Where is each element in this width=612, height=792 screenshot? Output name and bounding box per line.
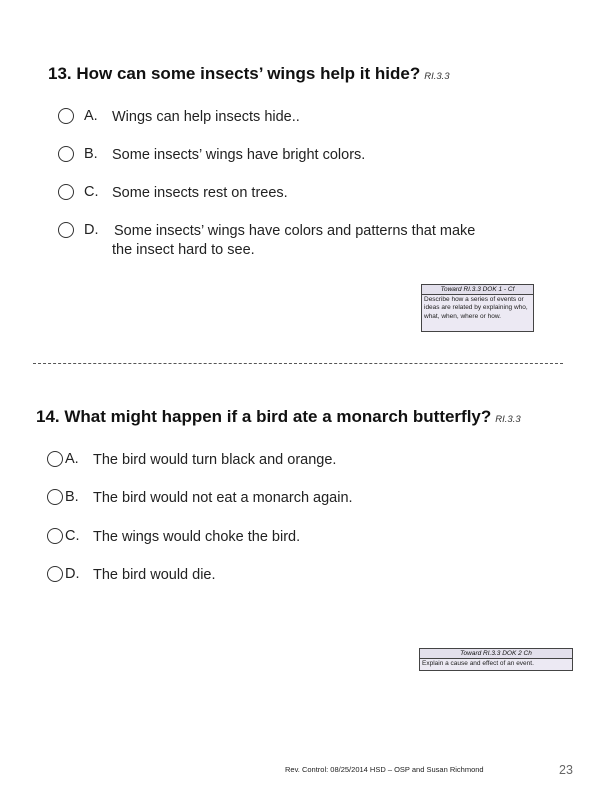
question-14-standard: RI.3.3 [495,414,521,425]
q13-choice-b[interactable] [58,146,365,165]
choice-text [112,222,475,260]
choice-letter: B. [84,146,98,162]
revision-footer: Rev. Control: 08/25/2014 HSD – OSP and Susan Richmond [285,765,484,774]
standard-box-header: Toward RI.3.3 DOK 1 - Cf [422,285,533,295]
question-14-text: 14. What might happen if a bird ate a monarch butterfly? [36,407,492,426]
question-13-text: 13. How can some insects’ wings help it hide? [48,64,421,83]
choice-letter: C. [65,528,80,544]
choice-letter: A. [84,108,98,124]
radio-button[interactable] [58,108,74,124]
page-number: 23 [559,763,573,777]
choice-text: Some insects rest on trees. [112,185,288,201]
q14-choice-b[interactable] [47,489,353,508]
radio-button[interactable] [47,451,63,467]
radio-button[interactable] [58,222,74,238]
choice-letter: C. [84,184,99,200]
choice-letter: D. [65,566,80,582]
question-13-standard: RI.3.3 [424,71,450,82]
q14-choice-c[interactable] [47,528,300,547]
q13-choice-a[interactable] [58,108,300,127]
choice-letter: D. [84,222,99,238]
choice-text: The bird would not eat a monarch again. [93,490,353,506]
choice-text: Some insects’ wings have bright colors. [112,147,366,163]
standard-box-header: Toward RI.3.3 DOK 2 Ch [420,649,572,659]
q13-choice-d[interactable] [58,222,475,260]
section-divider [33,363,563,364]
choice-text: Wings can help insects hide.. [112,109,300,125]
q14-standard-box [419,648,573,671]
choice-text: The bird would turn black and orange. [93,452,337,468]
standard-box-body: Explain a cause and effect of an event. [422,660,534,667]
radio-button[interactable] [58,184,74,200]
choice-text: The bird would die. [93,567,216,583]
radio-button[interactable] [47,566,63,582]
question-14-title [36,407,521,427]
radio-button[interactable] [47,489,63,505]
question-13-title [48,64,450,84]
choice-letter: A. [65,451,79,467]
choice-text: The wings would choke the bird. [93,529,301,545]
choice-text-line-2: the insect hard to see. [112,242,255,258]
standard-box-body: Describe how a series of events or ideas are related by explaining who, what, when, where or how. [424,296,528,320]
q13-standard-box [421,284,534,332]
q14-choice-a[interactable] [47,451,336,470]
radio-button[interactable] [47,528,63,544]
q13-choice-c[interactable] [58,184,288,203]
q14-choice-d[interactable] [47,566,216,585]
radio-button[interactable] [58,146,74,162]
choice-letter: B. [65,489,79,505]
choice-text-line-1: Some insects’ wings have colors and patterns that make [114,223,476,239]
